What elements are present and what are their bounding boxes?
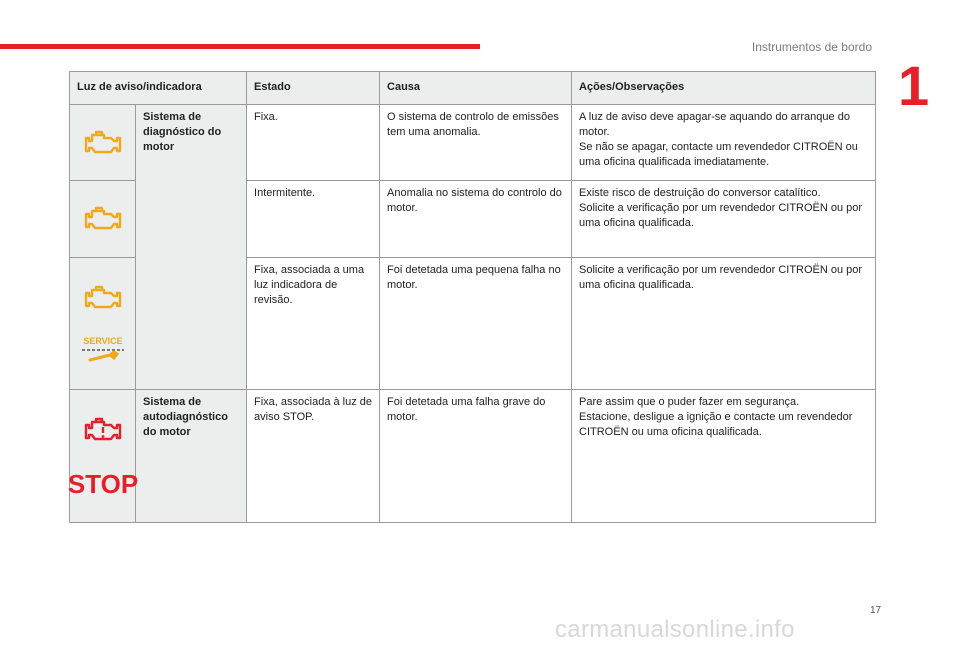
- cause-cell: Foi detetada uma falha grave do motor.: [380, 390, 572, 523]
- service-wrench-icon: [80, 336, 126, 364]
- state-cell: Intermitente.: [247, 181, 380, 258]
- table-row: [70, 105, 876, 181]
- state-cell: Fixa.: [247, 105, 380, 181]
- engine-warning-icon: [83, 284, 123, 312]
- actions-cell: [572, 105, 876, 181]
- actions-cell: [572, 258, 876, 390]
- service-label: SERVICE: [82, 335, 123, 346]
- column-header: Causa: [380, 72, 572, 105]
- icon-cell: [67, 390, 138, 523]
- engine-warning-icon: [83, 129, 123, 157]
- action-text: Pare assim que o puder fazer em segurança.: [579, 396, 800, 408]
- state-cell: Fixa, associada à luz de aviso STOP.: [247, 390, 380, 523]
- column-header: Luz de aviso/indicadora: [70, 72, 247, 105]
- column-header: Estado: [247, 72, 380, 105]
- stop-label: STOP: [67, 469, 138, 499]
- action-text: Se não se apagar, contacte um revendedor CITROËN ou uma oficina qualificada imediatamente.: [579, 141, 858, 168]
- icon-cell: [70, 105, 136, 181]
- header-accent-bar: [0, 44, 480, 49]
- system-name: Sistema de autodiagnóstico do motor: [136, 390, 247, 523]
- cause-cell: Foi detetada uma pequena falha no motor.: [380, 258, 572, 390]
- icon-cell: [70, 258, 136, 390]
- cause-cell: O sistema de controlo de emissões tem uma anomalia.: [380, 105, 572, 181]
- engine-warning-icon: [83, 205, 123, 233]
- cause-cell: Anomalia no sistema do controlo do motor.: [380, 181, 572, 258]
- action-text: A luz de aviso deve apagar-se aquando do arranque do motor.: [579, 111, 850, 138]
- action-text: Solicite a verificação por um revendedor CITROËN ou por uma oficina qualificada.: [579, 264, 863, 291]
- table-row: [70, 390, 876, 523]
- chapter-number: 1: [898, 54, 930, 117]
- page-number: 17: [870, 605, 882, 616]
- section-title: Instrumentos de bordo: [751, 40, 872, 54]
- actions-cell: [572, 181, 876, 258]
- engine-fault-red-icon: [83, 416, 123, 444]
- icon-cell: [70, 181, 136, 258]
- warning-lights-table: [69, 71, 876, 523]
- action-text: Solicite a verificação por um revendedor CITROËN ou por uma oficina qualificada.: [579, 202, 863, 229]
- system-name: Sistema de diagnóstico do motor: [136, 105, 247, 390]
- table-header-row: [70, 72, 876, 105]
- actions-cell: [572, 390, 876, 523]
- action-text: Existe risco de destruição do conversor catalítico.: [579, 187, 821, 199]
- action-text: Estacione, desligue a ignição e contacte um revendedor CITROËN ou uma oficina qualificada.: [579, 411, 853, 438]
- column-header: Ações/Observações: [572, 72, 876, 105]
- state-cell: Fixa, associada a uma luz indicadora de revisão.: [247, 258, 380, 390]
- stop-warning-icon: [67, 468, 138, 499]
- watermark: carmanualsonline.info: [555, 616, 795, 643]
